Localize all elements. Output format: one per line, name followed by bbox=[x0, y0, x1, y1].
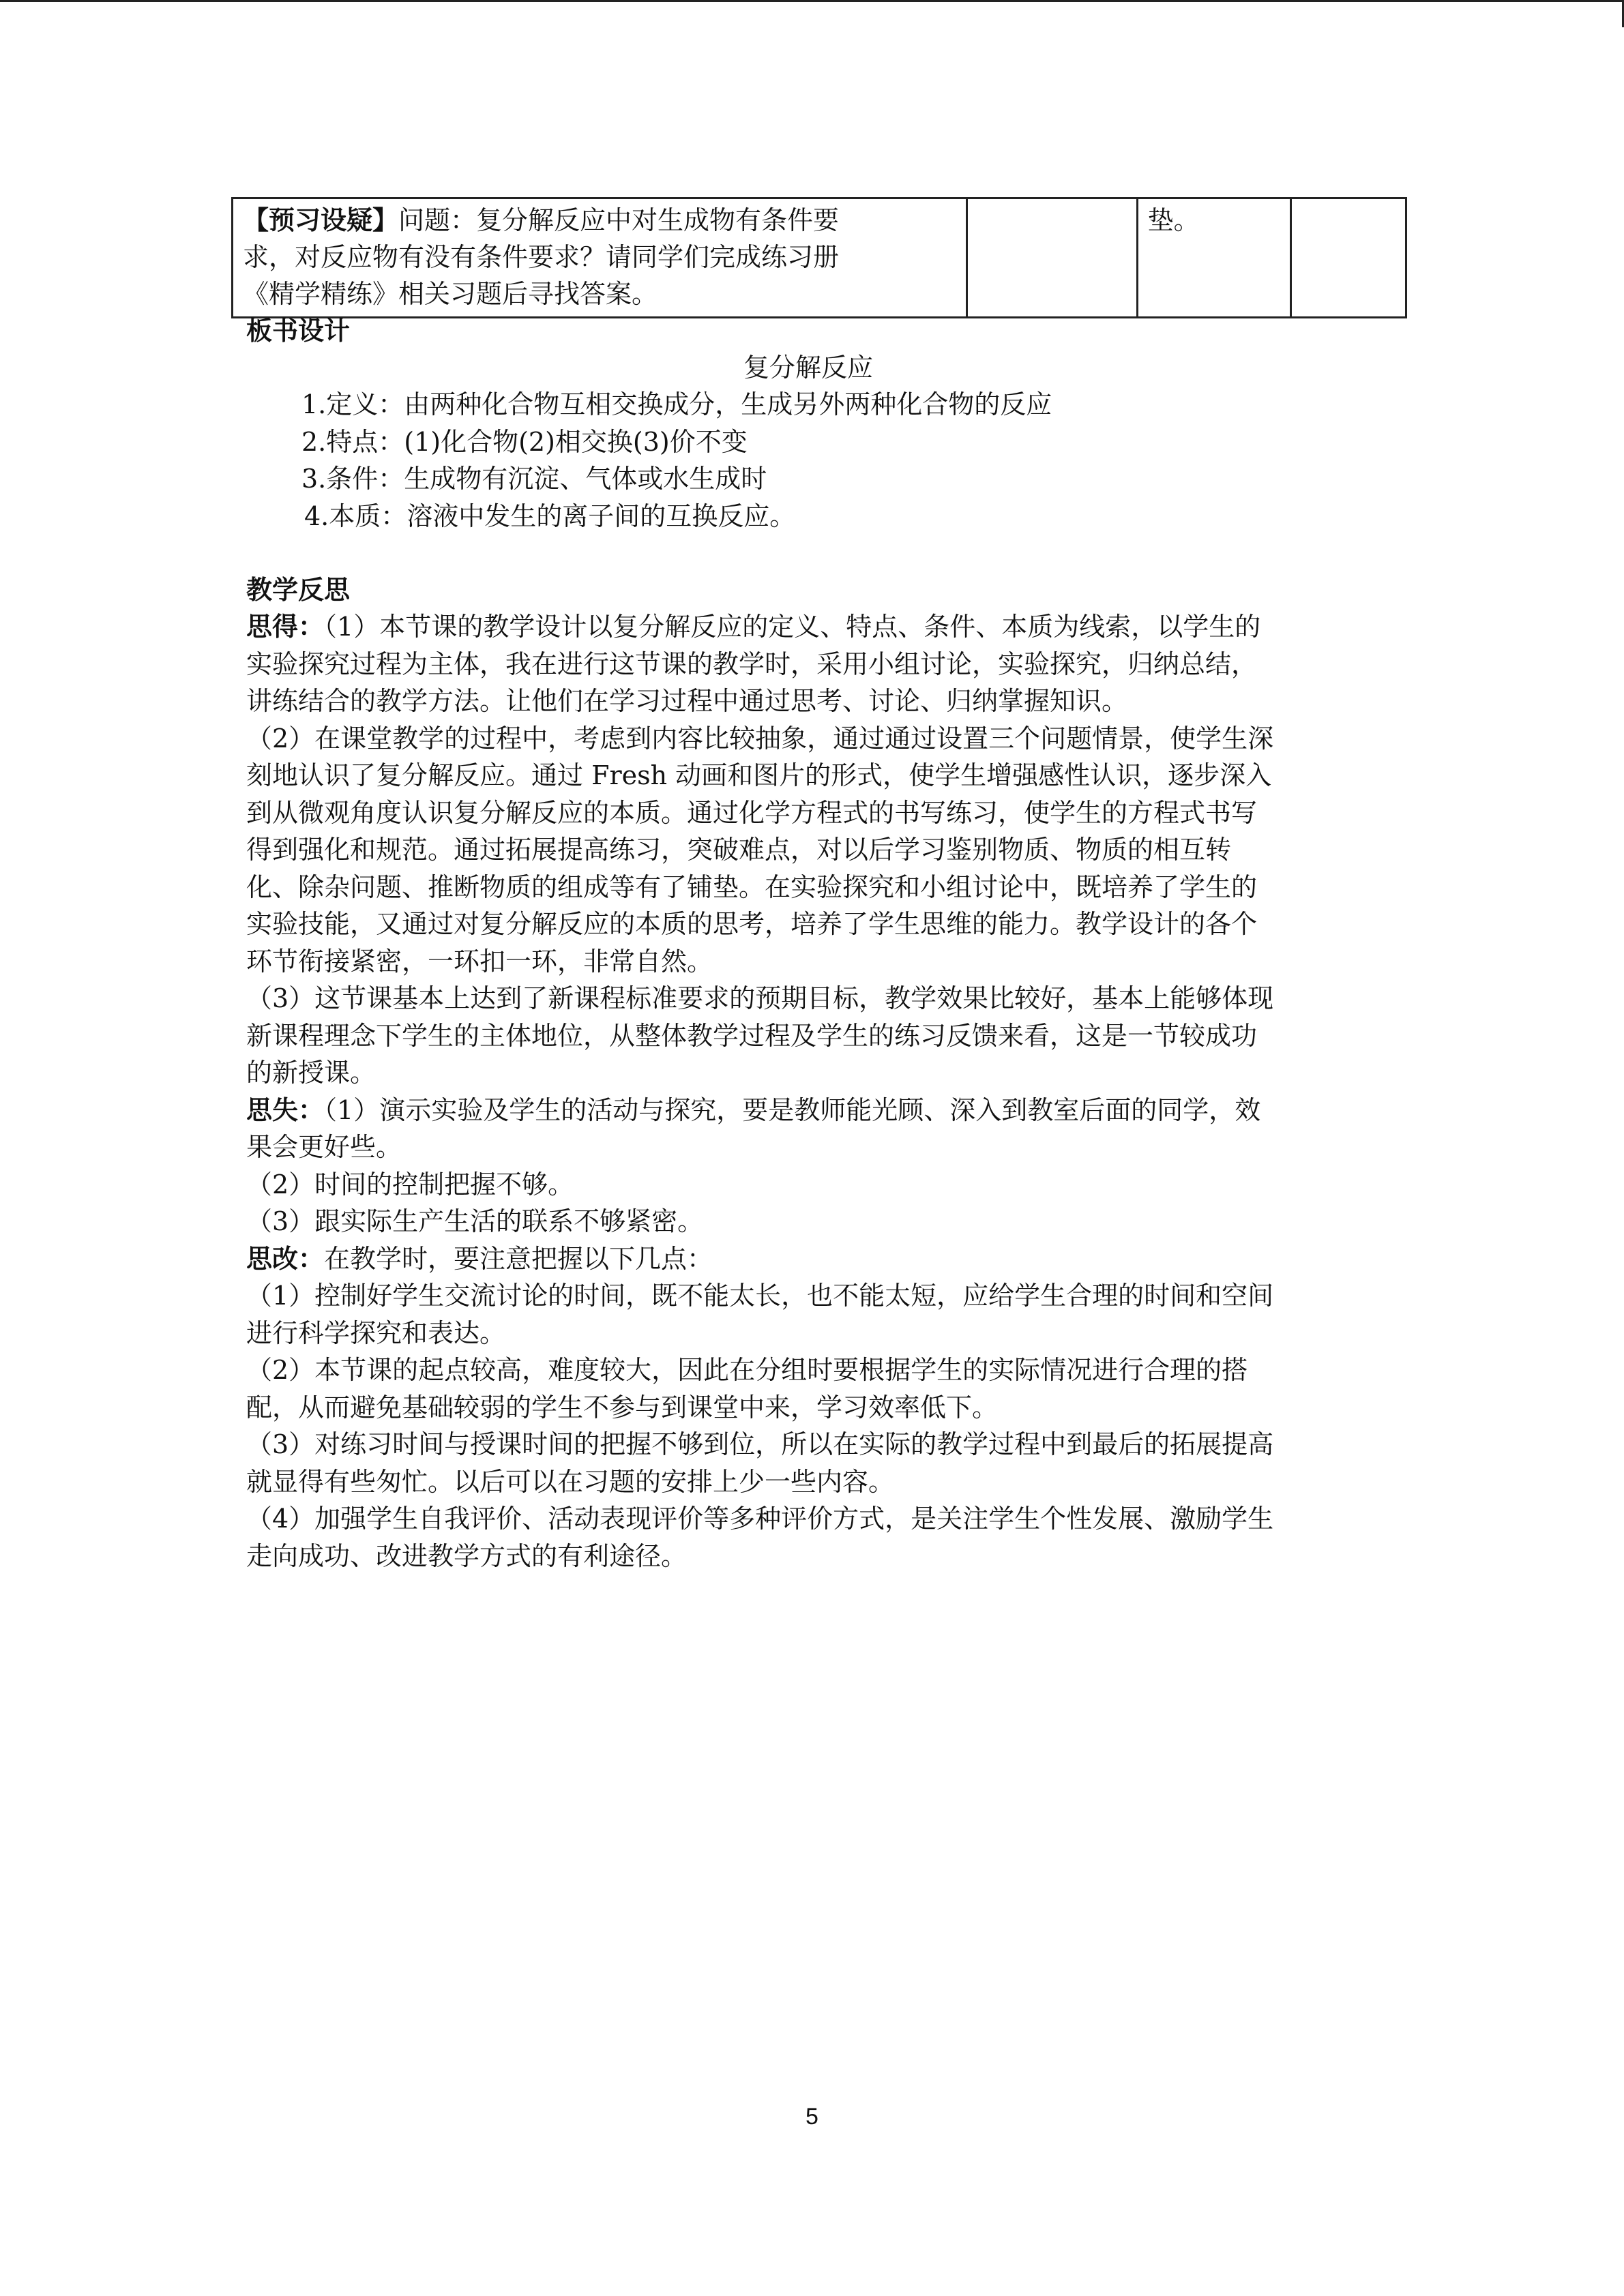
loss-line: （1）演示实验及学生的活动与探究，要是教师能光顾、深入到教室后面的同学，效 bbox=[324, 1094, 1261, 1125]
gain-line: 讲练结合的教学方法。让他们在学习过程中通过思考、讨论、归纳掌握知识。 bbox=[246, 686, 1128, 716]
table-cell-empty bbox=[967, 198, 1137, 318]
board-title: 复分解反应 bbox=[743, 353, 874, 383]
board-item: 4.本质：溶液中发生的离子间的互换反应。 bbox=[304, 501, 796, 531]
page-number: 5 bbox=[806, 2104, 818, 2130]
loss-label: 思失： bbox=[246, 1094, 325, 1125]
table-cell-empty bbox=[1291, 198, 1406, 318]
change-first-line bbox=[246, 1240, 1378, 1278]
change-line: 配，从而避免基础较弱的学生不参与到课堂中来，学习效率低下。 bbox=[246, 1392, 999, 1422]
board-item: 2.特点：(1)化合物(2)相交换(3)价不变 bbox=[301, 426, 748, 457]
gain-line: 得到强化和规范。通过拓展提高练习，突破难点，对以后学习鉴别物质、物质的相互转 bbox=[246, 835, 1232, 865]
gain-line: 新课程理念下学生的主体地位，从整体教学过程及学生的练习反馈来看，这是一节较成功 bbox=[246, 1020, 1258, 1051]
change-line: 就显得有些匆忙。以后可以在习题的安排上少一些内容。 bbox=[246, 1466, 895, 1497]
change-line: （2）本节课的起点较高，难度较大，因此在分组时要根据学生的实际情况进行合理的搭 bbox=[246, 1355, 1248, 1385]
gain-line: （1）本节课的教学设计以复分解反应的定义、特点、条件、本质为线索，以学生的 bbox=[324, 612, 1261, 642]
cell-line-3: 《精学精练》相关习题后寻找答案。 bbox=[243, 279, 658, 309]
preview-question-label: 【预习设疑】 bbox=[243, 205, 399, 235]
cell-text-line: 问题：复分解反应中对生成物有条件要 bbox=[398, 205, 840, 235]
gain-line: （2）在课堂教学的过程中，考虑到内容比较抽象，通过通过设置三个问题情景，使学生深 bbox=[246, 723, 1274, 754]
loss-line: （3）跟实际生产生活的联系不够紧密。 bbox=[246, 1206, 704, 1236]
change-line: 在教学时，要注意把握以下几点： bbox=[324, 1243, 713, 1274]
board-item: 1.定义：由两种化合物互相交换成分，生成另外两种化合物的反应 bbox=[301, 389, 1052, 419]
change-line: 走向成功、改进教学方式的有利途径。 bbox=[246, 1540, 688, 1571]
gain-line: 实验技能，又通过对复分解反应的本质的思考，培养了学生思维的能力。教学设计的各个 bbox=[246, 909, 1258, 939]
board-items-list bbox=[301, 386, 1052, 535]
table-cell-note bbox=[1137, 198, 1291, 318]
gain-line: 实验探究过程为主体，我在进行这节课的教学时，采用小组讨论，实验探究，归纳总结， bbox=[246, 648, 1258, 679]
gain-label: 思得： bbox=[246, 612, 325, 642]
loss-line: （2）时间的控制把握不够。 bbox=[246, 1169, 574, 1199]
board-item: 3.条件：生成物有沉淀、气体或水生成时 bbox=[301, 464, 767, 494]
change-line: （3）对练习时间与授课时间的把握不够到位，所以在实际的教学过程中到最后的拓展提高 bbox=[246, 1429, 1274, 1459]
change-line: （4）加强学生自我评价、活动表现评价等多种评价方式，是关注学生个性发展、激励学生 bbox=[246, 1504, 1274, 1534]
top-border-line bbox=[0, 0, 1624, 2]
lesson-plan-table bbox=[231, 197, 1407, 318]
board-design-heading: 板书设计 bbox=[246, 316, 351, 346]
table-row bbox=[233, 198, 1406, 318]
cell-note-text: 垫。 bbox=[1147, 205, 1200, 235]
gain-line: （3）这节课基本上达到了新课程标准要求的预期目标，教学效果比较好，基本上能够体现 bbox=[246, 983, 1274, 1013]
change-line: （1）控制好学生交流讨论的时间，既不能太长，也不能太短，应给学生合理的时间和空间 bbox=[246, 1281, 1274, 1311]
reflection-body bbox=[246, 608, 1378, 1575]
loss-first-line bbox=[246, 1092, 1378, 1129]
change-line: 进行科学探究和表达。 bbox=[246, 1317, 506, 1348]
gain-line: 到从微观角度认识复分解反应的本质。通过化学方程式的书写练习，使学生的方程式书写 bbox=[246, 797, 1258, 828]
gain-line: 化、除杂问题、推断物质的组成等有了铺垫。在实验探究和小组讨论中，既培养了学生的 bbox=[246, 871, 1258, 902]
change-label: 思改： bbox=[246, 1243, 325, 1274]
cell-line-1 bbox=[243, 202, 960, 239]
table-cell-activity bbox=[233, 198, 967, 318]
gain-first-line bbox=[246, 608, 1378, 646]
reflection-heading: 教学反思 bbox=[246, 575, 351, 605]
gain-line: 环节衔接紧密，一环扣一环，非常自然。 bbox=[246, 946, 713, 976]
cell-line-2: 求，对反应物有没有条件要求？请同学们完成练习册 bbox=[243, 242, 840, 272]
gain-line: 刻地认识了复分解反应。通过 Fresh 动画和图片的形式，使学生增强感性认识，逐步深入 bbox=[246, 760, 1272, 790]
loss-line: 果会更好些。 bbox=[246, 1132, 402, 1162]
gain-line: 的新授课。 bbox=[246, 1058, 377, 1088]
